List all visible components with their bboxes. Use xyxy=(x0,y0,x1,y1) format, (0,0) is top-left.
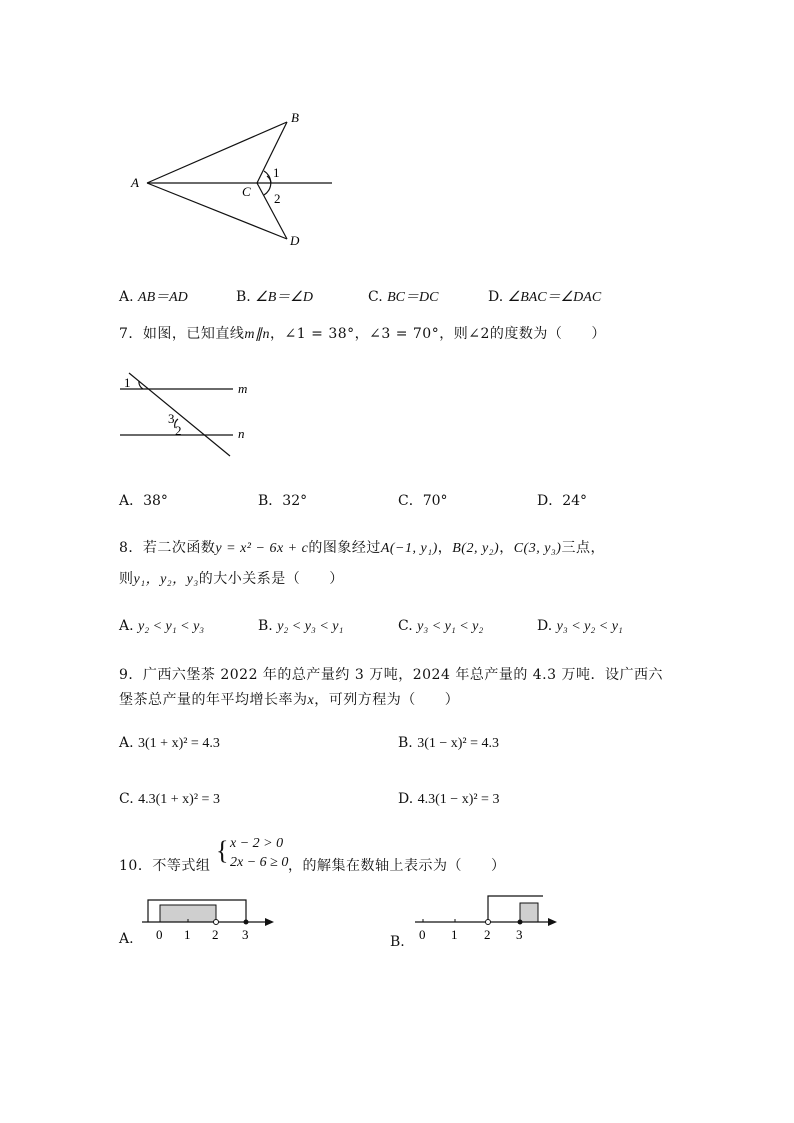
q6-option-c-text: BC＝DC xyxy=(387,290,439,305)
tick-1: 1 xyxy=(451,927,458,942)
q6-option-d-text: ∠BAC＝∠DAC xyxy=(507,290,602,305)
q10-suffix: ，的解集在数轴上表示为（ ） xyxy=(288,858,506,874)
tick-2: 2 xyxy=(212,927,219,942)
q6-option-a-text: AB＝AD xyxy=(138,290,188,305)
arrow-head xyxy=(265,918,274,926)
q6-option-c[interactable]: C. BC＝DC xyxy=(368,289,439,305)
q7-option-a[interactable]: A．38° xyxy=(119,493,168,509)
q9-question-line2: 堡茶总产量的年平均增长率为x，可列方程为（ ） xyxy=(119,692,460,708)
q9-option-c[interactable]: C. 4.3(1 + x)² = 3 xyxy=(119,791,220,807)
q8-question-line2: 则y₁，y₂，y₃的大小关系是（ ） xyxy=(119,571,344,587)
tick-2: 2 xyxy=(484,927,491,942)
angle-2-label: 2 xyxy=(274,191,281,206)
point-3 xyxy=(518,920,523,925)
q6-option-d[interactable]: D. ∠BAC＝∠DAC xyxy=(488,289,602,305)
angle-1-label: 1 xyxy=(273,165,280,180)
q10-ineq-2: 2x − 6 ≥ 0 xyxy=(230,855,289,870)
figure-triangles-abcd xyxy=(120,105,350,255)
tick-3: 3 xyxy=(516,927,523,942)
q7-option-b[interactable]: B．32° xyxy=(258,493,308,509)
q8-question-line1: 8．若二次函数y = x² − 6x + c的图象经过A(−1, y₁)，B(2, y₂)，C(3, y₃)三点， xyxy=(119,540,605,556)
line-m-label: m xyxy=(238,381,248,396)
q9-question-line1: 9．广西六堡茶 2022 年的总产量约 3 万吨，2024 年总产量的 4.3 万吨．设广西六 xyxy=(119,667,663,683)
angle-2-label: 2 xyxy=(175,423,182,438)
shaded-interval xyxy=(520,903,538,922)
number-line-b xyxy=(410,888,560,943)
tick-0: 0 xyxy=(419,927,426,942)
q6-option-b[interactable]: B. ∠B＝∠D xyxy=(236,289,313,305)
line-n-label: n xyxy=(238,426,245,441)
q9-option-b[interactable]: B. 3(1 − x)² = 4.3 xyxy=(398,735,500,751)
q8-option-a[interactable]: A. y₂ < y₁ < y₃ xyxy=(119,618,205,634)
label-d: D xyxy=(290,233,300,248)
q6-option-b-text: ∠B＝∠D xyxy=(255,290,313,305)
figure-parallel-lines xyxy=(115,370,260,460)
q6-option-a[interactable]: A. AB＝AD xyxy=(119,289,188,305)
q8-option-c[interactable]: C. y₃ < y₁ < y₂ xyxy=(398,618,484,634)
system-brace: { xyxy=(216,836,229,865)
q10-prefix: 10．不等式组 xyxy=(119,858,211,874)
q7-option-c[interactable]: C．70° xyxy=(398,493,448,509)
q10-ineq-1: x − 2 > 0 xyxy=(230,836,284,851)
tick-1: 1 xyxy=(184,927,191,942)
q8-option-d[interactable]: D. y₃ < y₂ < y₁ xyxy=(537,618,623,634)
q8-option-b[interactable]: B. y₂ < y₃ < y₁ xyxy=(258,618,344,634)
point-3 xyxy=(244,920,249,925)
q10-option-b[interactable]: B. xyxy=(390,934,405,950)
label-c: C xyxy=(242,184,251,199)
tick-3: 3 xyxy=(242,927,249,942)
q7-option-d[interactable]: D．24° xyxy=(537,493,588,509)
point-2 xyxy=(486,920,491,925)
angle-1-label: 1 xyxy=(124,375,131,390)
q9-option-a[interactable]: A. 3(1 + x)² = 4.3 xyxy=(119,735,220,751)
q7-question: 7．如图，已知直线m∥n，∠1 = 38°，∠3 = 70°，则∠2的度数为（ ） xyxy=(119,326,606,342)
number-line-a xyxy=(140,890,280,945)
q10-option-a[interactable]: A. xyxy=(119,931,134,947)
tick-0: 0 xyxy=(156,927,163,942)
label-a: A xyxy=(131,175,139,190)
angle-3-label: 3 xyxy=(168,411,175,426)
q9-option-d[interactable]: D. 4.3(1 − x)² = 3 xyxy=(398,791,500,807)
point-2 xyxy=(214,920,219,925)
arrow-head xyxy=(548,918,557,926)
label-b: B xyxy=(291,110,299,125)
